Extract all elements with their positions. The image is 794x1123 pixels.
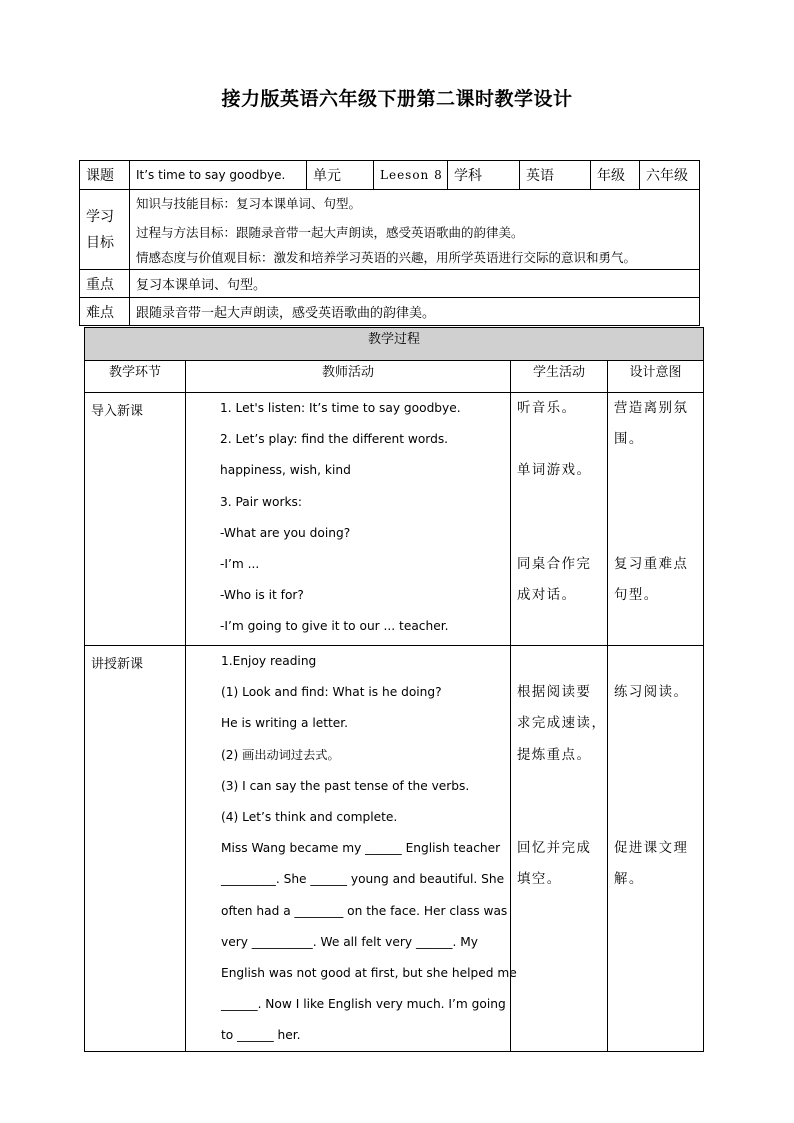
teacher-line: happiness, wish, kind: [220, 463, 351, 478]
col-intent-header: 设计意图: [608, 361, 704, 393]
intent-line: 促进课文理: [614, 841, 689, 857]
teacher-line: 2. Let’s play: find the different words.: [220, 432, 449, 447]
intent-line: 复习重难点: [614, 556, 689, 572]
table-row: [85, 646, 704, 1052]
col-teacher-header: 教师活动: [186, 361, 511, 393]
design-intent-new-lesson: [608, 646, 704, 1052]
teacher-line: -I’m going to give it to our ... teacher.: [220, 619, 449, 634]
teacher-line: -I’m ...: [220, 556, 260, 571]
student-line: 填空。: [517, 872, 562, 888]
intent-line: [614, 455, 703, 486]
intent-line: [614, 487, 703, 518]
teacher-line: He is writing a letter.: [221, 716, 349, 731]
stage-intro: 导入新课: [85, 393, 186, 646]
key-value: 复习本课单词、句型。: [130, 270, 700, 298]
teacher-line: ______. Now I like English very much. I’m going: [221, 997, 506, 1012]
col-student-header: 学生活动: [511, 361, 608, 393]
objectives-label-line2: 目标: [86, 234, 114, 251]
grade-value: 六年级: [640, 161, 700, 190]
student-activity-new-lesson: [511, 646, 608, 1052]
intent-line: 解。: [614, 872, 644, 888]
intent-line: 围。: [614, 432, 644, 448]
unit-label: 单元: [307, 161, 374, 190]
student-line: 求完成速读，: [517, 716, 607, 732]
topic-label: 课题: [80, 161, 130, 190]
teacher-line: very __________. We all felt very ______. My: [221, 934, 478, 949]
teacher-line: (2) 画出动词过去式。: [221, 747, 340, 762]
table-row: [85, 393, 704, 646]
teacher-line: often had a ________ on the face. Her class was: [221, 903, 508, 918]
student-line: 成对话。: [517, 588, 577, 604]
intent-line: [614, 802, 703, 833]
student-line: [517, 518, 607, 549]
intent-line: 句型。: [614, 588, 659, 604]
objective-knowledge: 知识与技能目标：复习本课单词、句型。: [136, 196, 362, 211]
intent-line: [614, 771, 703, 802]
teacher-line: 3. Pair works:: [220, 494, 302, 509]
objective-attitude: 情感态度与价值观目标：激发和培养学习英语的兴趣，用所学英语进行交际的意识和勇气。: [136, 250, 637, 265]
teacher-line: English was not good at first, but she helped me: [221, 965, 517, 980]
difficulty-value: 跟随录音带一起大声朗读，感受英语歌曲的韵律美。: [130, 298, 700, 326]
objective-method: 过程与方法目标：跟随录音带一起大声朗读，感受英语歌曲的韵律美。: [136, 225, 524, 240]
subject-value: 英语: [520, 161, 591, 190]
intent-line: [614, 518, 703, 549]
objectives-label-line1: 学习: [86, 208, 114, 225]
subject-label: 学科: [448, 161, 520, 190]
teacher-line: (3) I can say the past tense of the verbs.: [221, 778, 470, 793]
unit-value: Leeson 8: [374, 161, 448, 190]
info-table: [79, 160, 700, 326]
teacher-line: (4) Let’s think and complete.: [221, 809, 398, 824]
process-table: [84, 327, 704, 1052]
objectives-cell: [130, 190, 700, 270]
student-line: [517, 646, 607, 677]
student-line: [517, 424, 607, 455]
teacher-line: _________. She ______ young and beautiful. She: [221, 872, 505, 887]
intent-line: [614, 646, 703, 677]
student-line: 听音乐。: [517, 401, 577, 416]
teacher-line: 1.Enjoy reading: [221, 654, 317, 668]
process-header: 教学过程: [85, 328, 704, 361]
teacher-line: Miss Wang became my ______ English teacher: [221, 841, 501, 856]
difficulty-label: 难点: [80, 298, 130, 326]
student-line: 单词游戏。: [517, 463, 592, 479]
student-line: [517, 802, 607, 833]
objectives-label: [80, 190, 130, 270]
student-line: 根据阅读要: [517, 685, 592, 701]
grade-label: 年级: [591, 161, 640, 190]
teacher-line: -What are you doing?: [220, 525, 351, 540]
student-line: 同桌合作完: [517, 556, 592, 572]
intent-line: [614, 611, 703, 642]
intent-line: 营造离别氛: [614, 401, 689, 416]
page-title: 接力版英语六年级下册第二课时教学设计: [221, 88, 573, 110]
student-line: 回忆并完成: [517, 841, 592, 857]
stage-new-lesson: 讲授新课: [85, 646, 186, 1052]
intent-line: [614, 740, 703, 771]
student-line: 提炼重点。: [517, 747, 592, 763]
teacher-line: 1. Let's listen: It’s time to say goodbye.: [220, 401, 461, 415]
student-line: [517, 771, 607, 802]
key-label: 重点: [80, 270, 130, 298]
topic-value: It’s time to say goodbye.: [130, 161, 307, 190]
intent-line: 练习阅读。: [614, 685, 689, 701]
student-line: [517, 611, 607, 642]
teacher-activity-new-lesson: [186, 646, 517, 1052]
teacher-activity-intro: [186, 393, 511, 646]
col-stage-header: 教学环节: [85, 361, 186, 393]
teacher-line: (1) Look and find: What is he doing?: [221, 685, 442, 700]
student-line: [517, 487, 607, 518]
intent-line: [614, 708, 703, 739]
teacher-line: to ______ her.: [221, 1028, 301, 1043]
design-intent-intro: [608, 393, 704, 646]
teacher-line: -Who is it for?: [220, 588, 304, 603]
student-activity-intro: [511, 393, 608, 646]
